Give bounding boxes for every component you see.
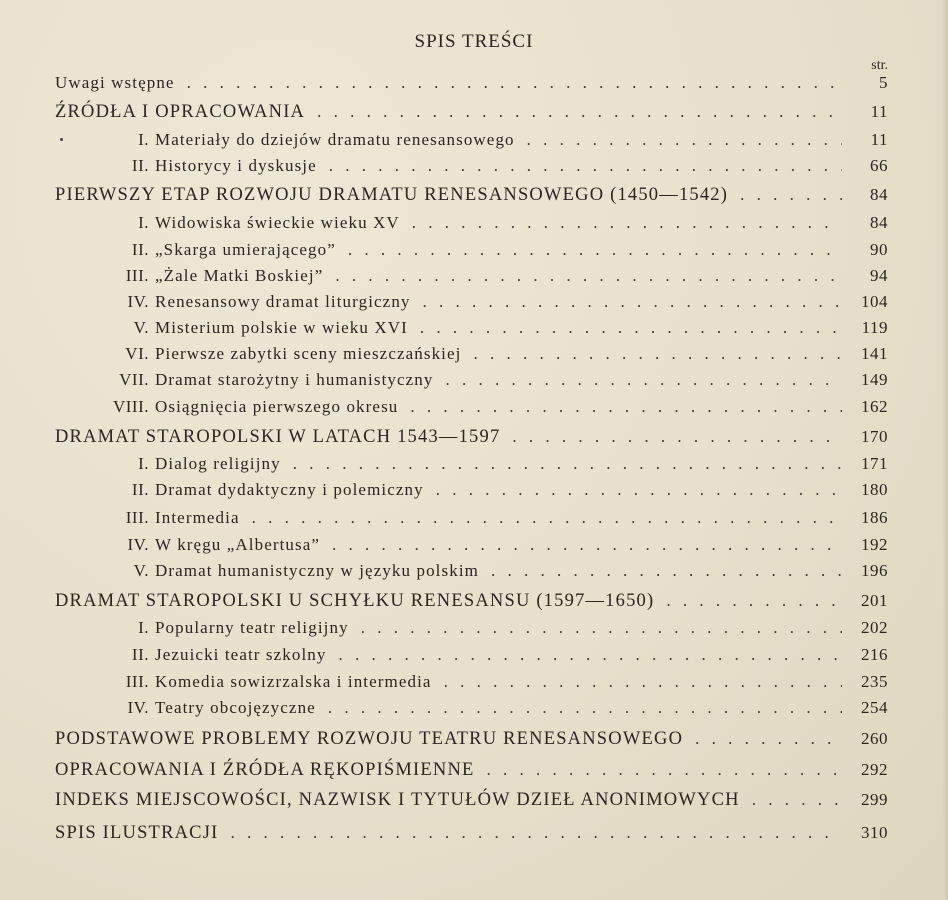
toc-entry-title: DRAMAT STAROPOLSKI U SCHYŁKU RENESANSU (1597—1650) <box>55 591 655 611</box>
toc-entry-number: I. <box>138 454 149 473</box>
toc-entry-title: Renesansowy dramat liturgiczny <box>155 292 411 311</box>
page-edge-shadow <box>942 0 948 900</box>
toc-entry-title: Teatry obcojęzyczne <box>155 698 316 717</box>
toc-entry-page: 254 <box>861 698 888 717</box>
toc-entry <box>55 454 888 480</box>
leader-dots <box>240 508 842 528</box>
toc-entry <box>55 535 888 561</box>
toc-entry-page: 171 <box>861 454 888 473</box>
toc-entry-title: Historycy i dyskusje <box>155 156 317 175</box>
toc-entry <box>55 213 888 239</box>
toc-entry-page: 11 <box>870 130 888 149</box>
toc-entry-number: II. <box>131 480 149 499</box>
toc-entry-page: 141 <box>861 344 888 363</box>
toc-section-entry <box>55 102 888 128</box>
leader-dots <box>175 73 842 93</box>
leader-dots <box>411 292 842 312</box>
leader-dots <box>218 823 842 843</box>
leader-dots <box>323 266 842 286</box>
toc-section-entry <box>55 823 888 849</box>
leader-dots <box>461 344 842 364</box>
leader-dots <box>740 790 842 810</box>
toc-entry-page: 11 <box>870 102 888 121</box>
toc-entry-page: 186 <box>861 508 888 527</box>
toc-entry-number: IV. <box>127 698 149 717</box>
leader-dots <box>400 213 842 233</box>
toc-entry <box>55 240 888 266</box>
toc-entry-page: 94 <box>870 266 888 285</box>
toc-entry-title: „Skarga umierającego” <box>155 240 336 259</box>
toc-entry-page: 84 <box>870 185 888 204</box>
toc-entry-number: II. <box>131 645 149 664</box>
toc-entry-title: SPIS ILUSTRACJI <box>55 823 219 843</box>
leader-dots <box>336 240 842 260</box>
toc-entry-page: 162 <box>861 397 888 416</box>
toc-entry <box>55 397 888 423</box>
toc-entry-title: Widowiska świeckie wieku XV <box>155 213 400 232</box>
toc-entry-title: DRAMAT STAROPOLSKI W LATACH 1543—1597 <box>55 427 501 447</box>
toc-entry <box>55 156 888 182</box>
toc-entry-number: VII. <box>119 370 149 389</box>
leader-dots <box>281 454 842 474</box>
toc-entry <box>55 672 888 698</box>
toc-entry-title: Jezuicki teatr szkolny <box>155 645 327 664</box>
toc-entry-number: VI. <box>125 344 149 363</box>
leader-dots <box>320 535 842 555</box>
toc-entry-title: Dramat humanistyczny w języku polskim <box>155 561 479 580</box>
toc-entry-page: 196 <box>861 561 888 580</box>
toc-entry-page: 192 <box>861 535 888 554</box>
toc-entry-number: IV. <box>127 535 149 554</box>
toc-entry-number: III. <box>125 508 149 527</box>
leader-dots <box>683 729 842 749</box>
toc-entry-title: Pierwsze zabytki sceny mieszczańskiej <box>155 344 462 363</box>
leader-dots <box>728 185 842 205</box>
toc-entry-title: W kręgu „Albertusa” <box>155 535 321 554</box>
leader-dots <box>398 397 842 417</box>
toc-entry-number: I. <box>138 213 149 232</box>
toc-entry <box>55 130 888 156</box>
toc-entry-page: 180 <box>861 480 888 499</box>
page-title: SPIS TREŚCI <box>414 31 534 52</box>
toc-section-entry <box>55 185 888 211</box>
toc-section-entry <box>55 427 888 453</box>
leader-dots <box>326 645 842 665</box>
toc-entry-page: 235 <box>861 672 888 691</box>
toc-entry-title: Osiągnięcia pierwszego okresu <box>155 397 399 416</box>
leader-dots <box>433 370 842 390</box>
toc-entry-title: Dialog religijny <box>155 454 281 473</box>
toc-entry-title: „Żale Matki Boskiej” <box>155 266 324 285</box>
toc-entry-page: 84 <box>870 213 888 232</box>
toc-entry-title: Materiały do dziejów dramatu renesansowego <box>155 130 515 149</box>
leader-dots <box>475 760 842 780</box>
toc-entry-page: 90 <box>870 240 888 259</box>
leader-dots <box>515 130 842 150</box>
leader-dots <box>500 427 842 447</box>
leader-dots <box>432 672 842 692</box>
toc-entry-page: 292 <box>861 760 888 779</box>
toc-entry-title: Intermedia <box>155 508 240 527</box>
toc-entry-page: 260 <box>861 729 888 748</box>
toc-entry-number: IV. <box>127 292 149 311</box>
toc-entry-number: II. <box>131 156 149 175</box>
leader-dots <box>424 480 842 500</box>
toc-entry-title: Uwagi wstępne <box>55 73 175 92</box>
toc-entry-title: OPRACOWANIA I ŹRÓDŁA RĘKOPIŚMIENNE <box>55 760 475 780</box>
toc-entry-title: PIERWSZY ETAP ROZWOJU DRAMATU RENESANSOWEGO (1450—1542) <box>55 185 729 205</box>
toc-entry-title: Dramat dydaktyczny i polemiczny <box>155 480 424 499</box>
toc-entry-number: I. <box>138 618 149 637</box>
toc-entry <box>55 618 888 644</box>
toc-entry-number: V. <box>133 318 149 337</box>
toc-section-entry <box>55 790 888 816</box>
toc-entry-page: 170 <box>861 427 888 446</box>
toc-entry <box>55 508 888 534</box>
toc-entry <box>55 292 888 318</box>
toc-entry-number: VIII. <box>112 397 149 416</box>
toc-entry <box>55 645 888 671</box>
toc-entry-page: 201 <box>861 591 888 610</box>
toc-entry-title: INDEKS MIEJSCOWOŚCI, NAZWISK I TYTUŁÓW DZIEŁ ANONIMOWYCH <box>55 790 740 810</box>
toc-section-entry <box>55 591 888 617</box>
toc-entry-page: 149 <box>861 370 888 389</box>
toc-entry-title: Popularny teatr religijny <box>155 618 349 637</box>
toc-section-entry <box>55 729 888 755</box>
toc-entry-title: Komedia sowizrzalska i intermedia <box>155 672 432 691</box>
leader-dots <box>305 102 842 122</box>
toc-entry-number: II. <box>131 240 149 259</box>
toc-entry <box>55 370 888 396</box>
toc-entry-page: 66 <box>870 156 888 175</box>
toc-entry-title: PODSTAWOWE PROBLEMY ROZWOJU TEATRU RENESANSOWEGO <box>55 729 684 749</box>
toc-entry-page: 104 <box>861 292 888 311</box>
toc-entry <box>55 266 888 292</box>
toc-entry-number: III. <box>125 672 149 691</box>
leader-dots <box>317 156 842 176</box>
toc-entry <box>55 480 888 506</box>
toc-entry-number: V. <box>133 561 149 580</box>
toc-entry-page: 119 <box>861 318 888 337</box>
toc-entry <box>55 698 888 724</box>
toc-entry <box>55 344 888 370</box>
toc-entry <box>55 73 888 99</box>
toc-entry-page: 310 <box>861 823 888 842</box>
toc-entry <box>55 318 888 344</box>
leader-dots <box>316 698 842 718</box>
toc-entry-title: ŹRÓDŁA I OPRACOWANIA <box>55 102 306 122</box>
toc-section-entry <box>55 760 888 786</box>
leader-dots <box>654 591 842 611</box>
leader-dots <box>408 318 842 338</box>
leader-dots <box>479 561 842 581</box>
leader-dots <box>349 618 842 638</box>
page-column-header: str. <box>871 58 888 73</box>
toc-entry-page: 216 <box>861 645 888 664</box>
toc-entry-page: 299 <box>861 790 888 809</box>
toc-entry-number: III. <box>125 266 149 285</box>
toc-entry <box>55 561 888 587</box>
toc-entry-number: I. <box>138 130 149 149</box>
toc-entry-page: 202 <box>861 618 888 637</box>
toc-entry-title: Dramat starożytny i humanistyczny <box>155 370 434 389</box>
toc-entry-title: Misterium polskie w wieku XVI <box>155 318 408 337</box>
toc-entry-page: 5 <box>879 73 888 92</box>
